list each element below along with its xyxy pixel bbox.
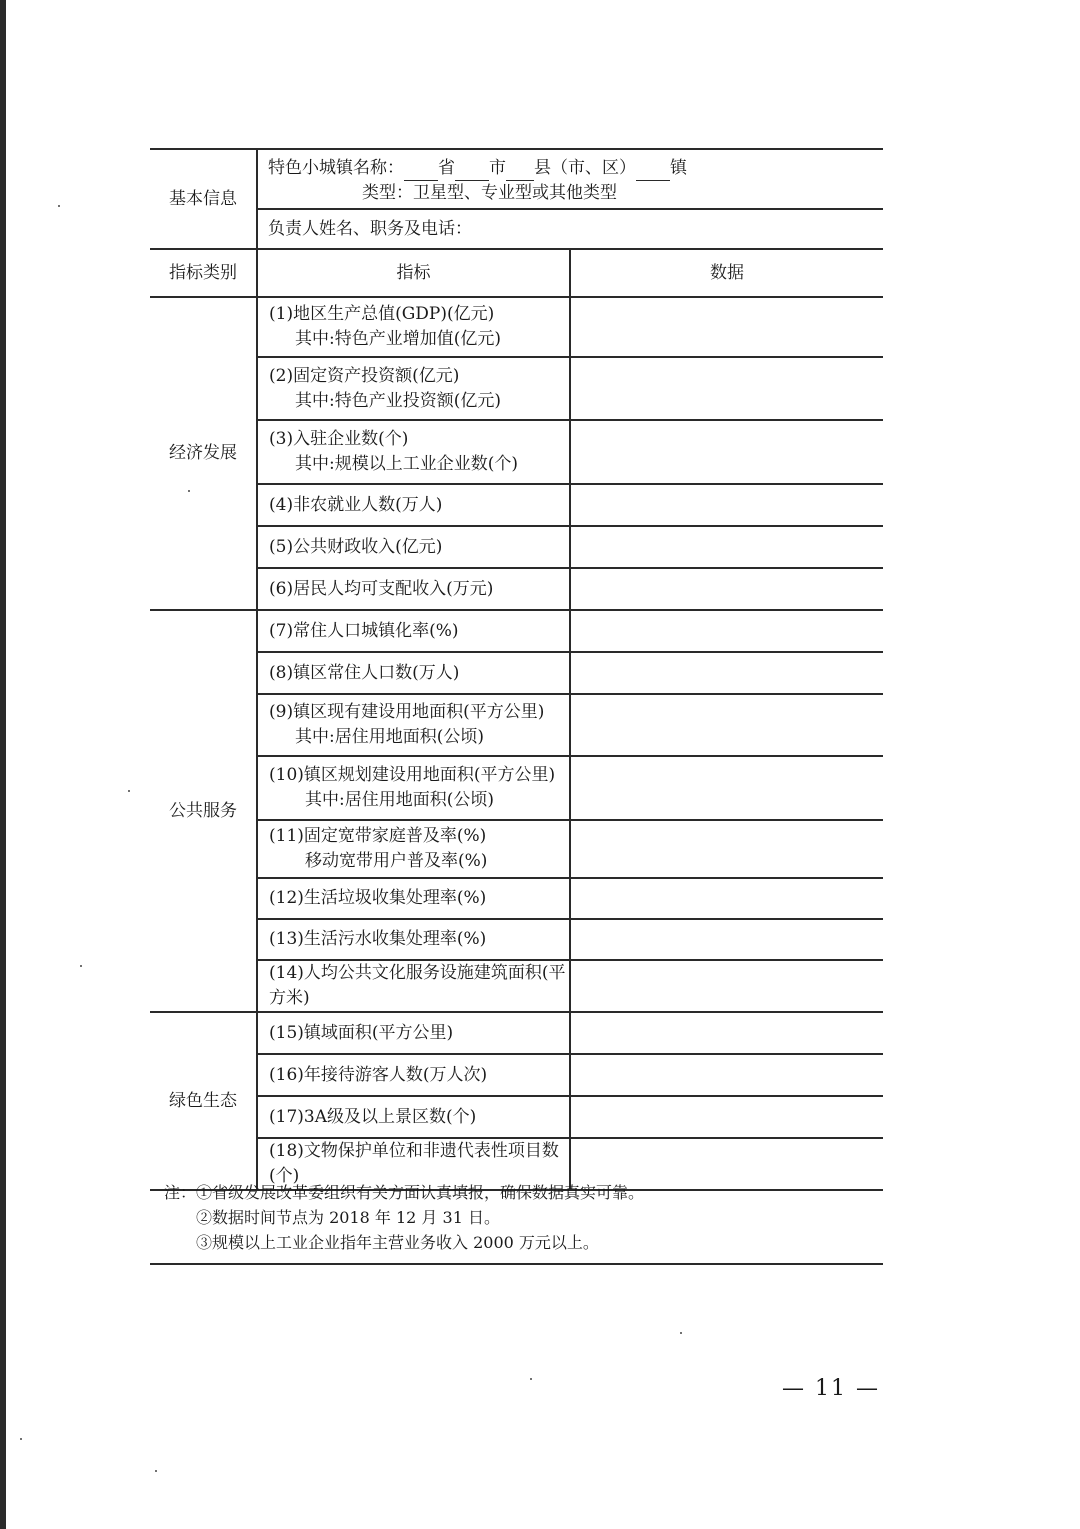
indicator-line: (15)镇域面积(平方公里) bbox=[269, 1022, 454, 1043]
county-label: 县（市、区） bbox=[534, 158, 636, 178]
scan-speck bbox=[155, 1470, 157, 1472]
indicator-line: (14)人均公共文化服务设施建筑面积(平方米) bbox=[269, 963, 566, 1008]
indicator-row bbox=[150, 960, 883, 1012]
indicator-form bbox=[150, 148, 883, 1191]
indicator-line: (11)固定宽带家庭普及率(%) bbox=[269, 826, 487, 846]
category-cell: 经济发展 bbox=[150, 297, 257, 610]
indicator-line: (8)镇区常住人口数(万人) bbox=[269, 662, 460, 683]
scan-speck bbox=[20, 1438, 22, 1440]
data-input-cell[interactable] bbox=[570, 919, 883, 960]
header-category: 指标类别 bbox=[150, 249, 257, 297]
indicator-row bbox=[150, 1096, 883, 1138]
indicator-line: (1)地区生产总值(GDP)(亿元) bbox=[269, 304, 495, 324]
indicator-row bbox=[150, 297, 883, 357]
town-type-line: 类型：卫星型、专业型或其他类型 bbox=[362, 183, 617, 203]
note-2: ②数据时间节点为 2018 年 12 月 31 日。 bbox=[196, 1208, 500, 1227]
data-input-cell[interactable] bbox=[570, 1096, 883, 1138]
data-input-cell[interactable] bbox=[570, 820, 883, 878]
category-cell: 公共服务 bbox=[150, 610, 257, 1012]
indicator-cell bbox=[257, 484, 570, 526]
data-input-cell[interactable] bbox=[570, 484, 883, 526]
indicator-row bbox=[150, 919, 883, 960]
header-indicator: 指标 bbox=[257, 249, 570, 297]
indicator-cell bbox=[257, 1096, 570, 1138]
indicator-row bbox=[150, 568, 883, 610]
indicator-row bbox=[150, 484, 883, 526]
indicator-line: (9)镇区现有建设用地面积(平方公里) bbox=[269, 702, 545, 722]
indicator-row bbox=[150, 694, 883, 756]
scan-speck bbox=[58, 205, 60, 207]
indicator-line: (16)年接待游客人数(万人次) bbox=[269, 1064, 488, 1085]
data-input-cell[interactable] bbox=[570, 526, 883, 568]
indicator-line: (3)入驻企业数(个) bbox=[269, 429, 409, 449]
indicator-cell bbox=[257, 357, 570, 420]
indicator-cell bbox=[257, 526, 570, 568]
scan-edge bbox=[0, 0, 6, 1529]
data-input-cell[interactable] bbox=[570, 652, 883, 694]
town-name-cell bbox=[257, 149, 883, 209]
indicator-subline: 其中:特色产业增加值(亿元) bbox=[295, 329, 501, 349]
page-number: — 11 — bbox=[782, 1376, 880, 1401]
indicator-row bbox=[150, 1054, 883, 1096]
indicator-cell bbox=[257, 420, 570, 484]
indicator-subline: 其中:居住用地面积(公顷) bbox=[305, 790, 494, 810]
province-blank[interactable] bbox=[404, 161, 438, 181]
indicator-subline: 其中:特色产业投资额(亿元) bbox=[295, 390, 501, 411]
indicator-row bbox=[150, 1012, 883, 1054]
basic-info-row-contact bbox=[150, 209, 883, 249]
indicator-cell bbox=[257, 820, 570, 878]
indicator-row bbox=[150, 357, 883, 420]
scan-speck bbox=[680, 1332, 682, 1334]
indicator-cell bbox=[257, 1012, 570, 1054]
data-input-cell[interactable] bbox=[570, 420, 883, 484]
data-input-cell[interactable] bbox=[570, 1054, 883, 1096]
town-name-label: 特色小城镇名称： bbox=[268, 158, 404, 178]
header-row bbox=[150, 249, 883, 297]
contact-cell[interactable] bbox=[257, 209, 883, 249]
indicator-row bbox=[150, 420, 883, 484]
city-blank[interactable] bbox=[455, 161, 489, 181]
data-input-cell[interactable] bbox=[570, 694, 883, 756]
indicator-line: (17)3A级及以上景区数(个) bbox=[269, 1106, 477, 1127]
indicator-table bbox=[150, 148, 883, 1191]
indicator-cell bbox=[257, 610, 570, 652]
data-input-cell[interactable] bbox=[570, 756, 883, 820]
contact-label: 负责人姓名、职务及电话： bbox=[268, 218, 472, 239]
data-input-cell[interactable] bbox=[570, 357, 883, 420]
province-label: 省 bbox=[438, 158, 455, 178]
category-cell: 绿色生态 bbox=[150, 1012, 257, 1190]
indicator-line: (2)固定资产投资额(亿元) bbox=[269, 365, 460, 386]
note-prefix: 注： bbox=[164, 1183, 197, 1202]
scan-speck bbox=[80, 965, 82, 967]
indicator-line: (7)常住人口城镇化率(%) bbox=[269, 620, 459, 641]
indicator-line: (6)居民人均可支配收入(万元) bbox=[269, 578, 494, 599]
indicator-line: (12)生活垃圾收集处理率(%) bbox=[269, 888, 487, 908]
indicator-row bbox=[150, 820, 883, 878]
scan-speck bbox=[188, 490, 190, 492]
indicator-row bbox=[150, 652, 883, 694]
indicator-cell bbox=[257, 1054, 570, 1096]
indicator-row bbox=[150, 526, 883, 568]
data-input-cell[interactable] bbox=[570, 297, 883, 357]
data-input-cell[interactable] bbox=[570, 960, 883, 1012]
note-3: ③规模以上工业企业指年主营业务收入 2000 万元以上。 bbox=[196, 1233, 599, 1252]
header-data: 数据 bbox=[570, 249, 883, 297]
indicator-line: (10)镇区规划建设用地面积(平方公里) bbox=[269, 765, 556, 785]
indicator-cell bbox=[257, 297, 570, 357]
indicator-subline: 移动宽带用户普及率(%) bbox=[305, 851, 488, 871]
indicator-subline: 其中:居住用地面积(公顷) bbox=[295, 727, 484, 747]
city-label: 市 bbox=[489, 158, 506, 178]
scan-speck bbox=[128, 790, 130, 792]
indicator-subline: 其中:规模以上工业企业数(个) bbox=[295, 454, 518, 474]
indicator-row bbox=[150, 756, 883, 820]
data-input-cell[interactable] bbox=[570, 878, 883, 919]
notes-block bbox=[150, 1180, 883, 1265]
county-blank[interactable] bbox=[506, 161, 534, 181]
indicator-cell bbox=[257, 568, 570, 610]
indicator-line: (18)文物保护单位和非遗代表性项目数(个) bbox=[269, 1141, 559, 1186]
indicator-row bbox=[150, 610, 883, 652]
data-input-cell[interactable] bbox=[570, 610, 883, 652]
note-1 bbox=[150, 1180, 883, 1205]
indicator-cell bbox=[257, 878, 570, 919]
indicator-row bbox=[150, 878, 883, 919]
town-label: 镇 bbox=[670, 158, 687, 178]
note-1-text: ①省级发展改革委组织有关方面认真填报，确保数据真实可靠。 bbox=[196, 1183, 645, 1202]
basic-info-row-name bbox=[150, 149, 883, 209]
indicator-cell bbox=[257, 960, 570, 1012]
indicator-cell bbox=[257, 694, 570, 756]
indicator-cell bbox=[257, 652, 570, 694]
indicator-cell bbox=[257, 756, 570, 820]
basic-info-category: 基本信息 bbox=[150, 149, 257, 249]
indicator-line: (4)非农就业人数(万人) bbox=[269, 494, 443, 515]
data-input-cell[interactable] bbox=[570, 568, 883, 610]
indicator-cell bbox=[257, 919, 570, 960]
town-blank[interactable] bbox=[636, 161, 670, 181]
indicator-line: (5)公共财政收入(亿元) bbox=[269, 536, 443, 557]
indicator-line: (13)生活污水收集处理率(%) bbox=[269, 929, 487, 949]
town-name-line bbox=[258, 156, 883, 181]
data-input-cell[interactable] bbox=[570, 1012, 883, 1054]
scan-speck bbox=[530, 1378, 532, 1380]
